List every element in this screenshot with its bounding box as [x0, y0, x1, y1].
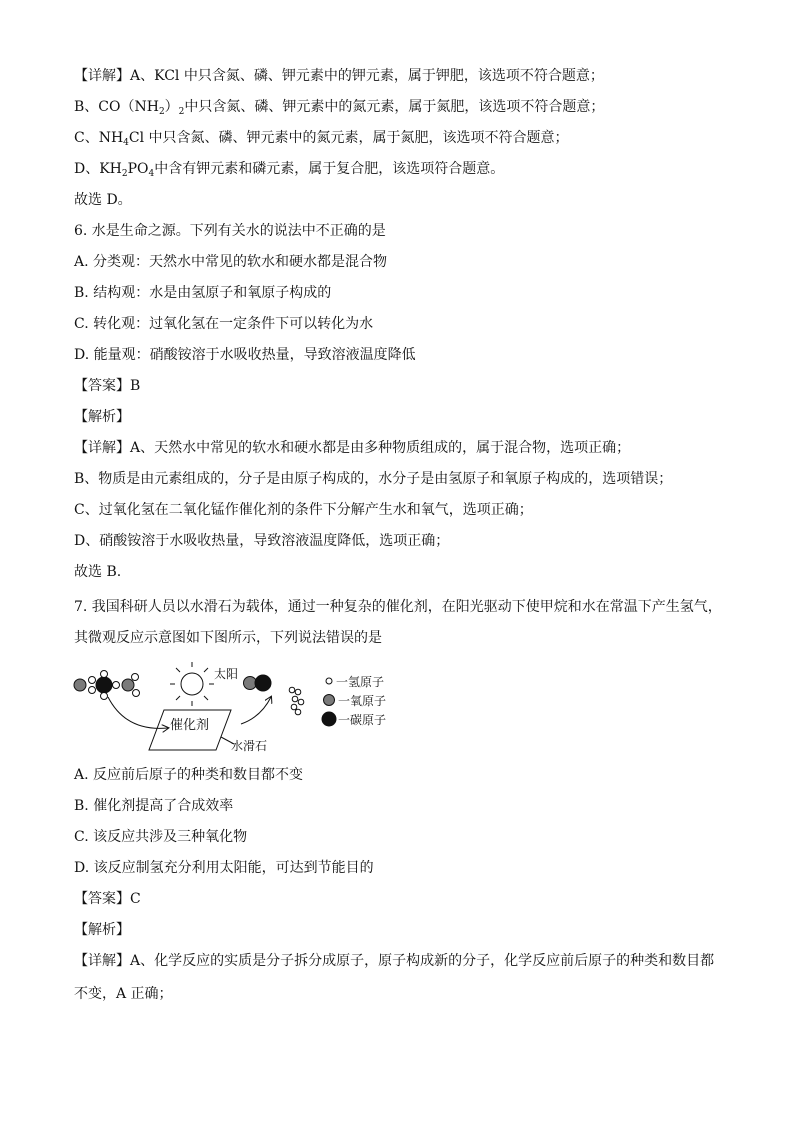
q7-stem-line1: 7. 我国科研人员以水滑石为载体，通过一种复杂的催化剂，在阳光驱动下使甲烷和水在常温下产生氢气，: [74, 599, 722, 615]
hydrogen-atom: [291, 704, 297, 710]
q6-answer: 【答案】B: [74, 378, 141, 394]
q5-c-sub: 4: [123, 138, 129, 148]
hydrogen-atom: [132, 674, 139, 681]
q5-c-post: Cl 中只含氮、磷、钾元素中的氮元素，属于氮肥，该选项不符合题意；: [128, 130, 569, 146]
carbon-atom: [96, 677, 112, 693]
q7-explain-line2: 不变，A 正确；: [74, 986, 173, 1002]
hydrogen-atom: [113, 682, 120, 689]
legend-hydrogen-label: 一氢原子: [336, 675, 385, 689]
q7-explain-line1: 【详解】A、化学反应的实质是分子拆分成原子，原子构成新的分子，化学反应前后原子的种类和数目都: [74, 953, 715, 969]
hydrogen-atom: [101, 693, 108, 700]
q6-option-b: B. 结构观：水是由氢原子和氧原子构成的: [74, 285, 332, 301]
legend-carbon-label: 一碳原子: [338, 713, 387, 727]
hydrogen-atom: [289, 687, 295, 693]
hydrogen-atom: [133, 690, 140, 697]
q5-b-post: 中只含氮、磷、钾元素中的氮元素，属于氮肥，该选项不符合题意；: [184, 99, 605, 115]
q6-option-c: C. 转化观：过氧化氢在一定条件下可以转化为水: [74, 316, 374, 332]
q5-b-sub2: 2: [178, 107, 185, 117]
hydrogen-atom: [292, 696, 298, 702]
q7-option-b: B. 催化剂提高了合成效率: [74, 798, 234, 814]
q5-b-pre: B、CO（NH: [74, 99, 159, 115]
atom-legend: [322, 675, 386, 727]
q5-b-sub1: 2: [158, 107, 165, 117]
carbon-atom: [255, 675, 271, 691]
q6-analysis-heading: 【解析】: [74, 409, 130, 425]
hydrogen-atom: [101, 671, 108, 678]
q5-explain-d: [74, 159, 504, 184]
q7-option-a: A. 反应前后原子的种类和数目都不变: [74, 767, 304, 783]
q5-d-post: 中含有钾元素和磷元素，属于复合肥，该选项符合题意。: [154, 161, 505, 177]
q7-option-c: C. 该反应共涉及三种氧化物: [74, 829, 248, 845]
support-label: 水滑石: [231, 739, 268, 753]
hydrogen-atom: [89, 677, 96, 684]
oxygen-atom: [74, 679, 86, 691]
q6-explain-c: C、过氧化氢在二氧化锰作催化剂的条件下分解产生水和氧气，选项正确；: [74, 502, 533, 518]
q5-explain-c: [74, 128, 569, 153]
hydrogen-atom: [295, 709, 301, 715]
hydrogen-atom: [298, 699, 304, 705]
product-hydrogen: [289, 687, 304, 715]
q6-stem: 6. 水是生命之源。下列有关水的说法中不正确的是: [74, 223, 386, 239]
legend-hydrogen-swatch: [326, 678, 332, 684]
q5-b-mid: ）: [164, 99, 179, 115]
reaction-arrow-out: [241, 697, 271, 724]
legend-oxygen-label: 一氧原子: [338, 694, 387, 708]
sun-label: 太阳: [214, 667, 239, 681]
q5-c-pre: C、NH: [74, 130, 124, 146]
oxygen-atom: [122, 679, 134, 691]
q6-option-d: D. 能量观：硝酸铵溶于水吸收热量，导致溶液温度降低: [74, 347, 416, 363]
q7-stem-line2: 其微观反应示意图如下图所示，下列说法错误的是: [74, 630, 382, 646]
hydrogen-atom: [295, 689, 301, 695]
q5-d-sub2: 4: [148, 169, 155, 179]
hydrogen-atom: [89, 687, 96, 694]
q6-explain-b: B、物质是由元素组成的，分子是由原子构成的，水分子是由氢原子和氧原子构成的，选项错误；: [74, 471, 673, 487]
q6-option-a: A. 分类观：天然水中常见的软水和硬水都是混合物: [74, 254, 388, 270]
q6-explain-a: 【详解】A、天然水中常见的软水和硬水都是由多种物质组成的，属于混合物，选项正确；: [74, 440, 631, 456]
q7-option-d: D. 该反应制氢充分利用太阳能，可达到节能目的: [74, 860, 374, 876]
q5-d-pre: D、KH: [74, 161, 122, 177]
legend-oxygen-swatch: [324, 695, 335, 706]
legend-carbon-swatch: [322, 712, 336, 726]
q5-explain-b: [74, 97, 604, 122]
catalyst-label: 催化剂: [170, 718, 210, 733]
q5-d-sub1: 2: [121, 169, 128, 179]
q5-choice: 故选 D。: [74, 192, 132, 208]
product-co: [244, 675, 272, 691]
q6-explain-d: D、硝酸铵溶于水吸收热量，导致溶液温度降低，选项正确；: [74, 533, 450, 549]
reactant-molecules: [74, 671, 140, 700]
reaction-diagram: [66, 662, 416, 757]
sun-icon: [170, 662, 214, 706]
q5-d-mid: PO: [127, 161, 149, 177]
q7-analysis-heading: 【解析】: [74, 922, 130, 938]
q6-choice: 故选 B.: [74, 564, 122, 580]
q5-explain-a: 【详解】A、KCl 中只含氮、磷、钾元素中的钾元素，属于钾肥，该选项不符合题意；: [74, 68, 604, 84]
q7-answer: 【答案】C: [74, 891, 141, 907]
